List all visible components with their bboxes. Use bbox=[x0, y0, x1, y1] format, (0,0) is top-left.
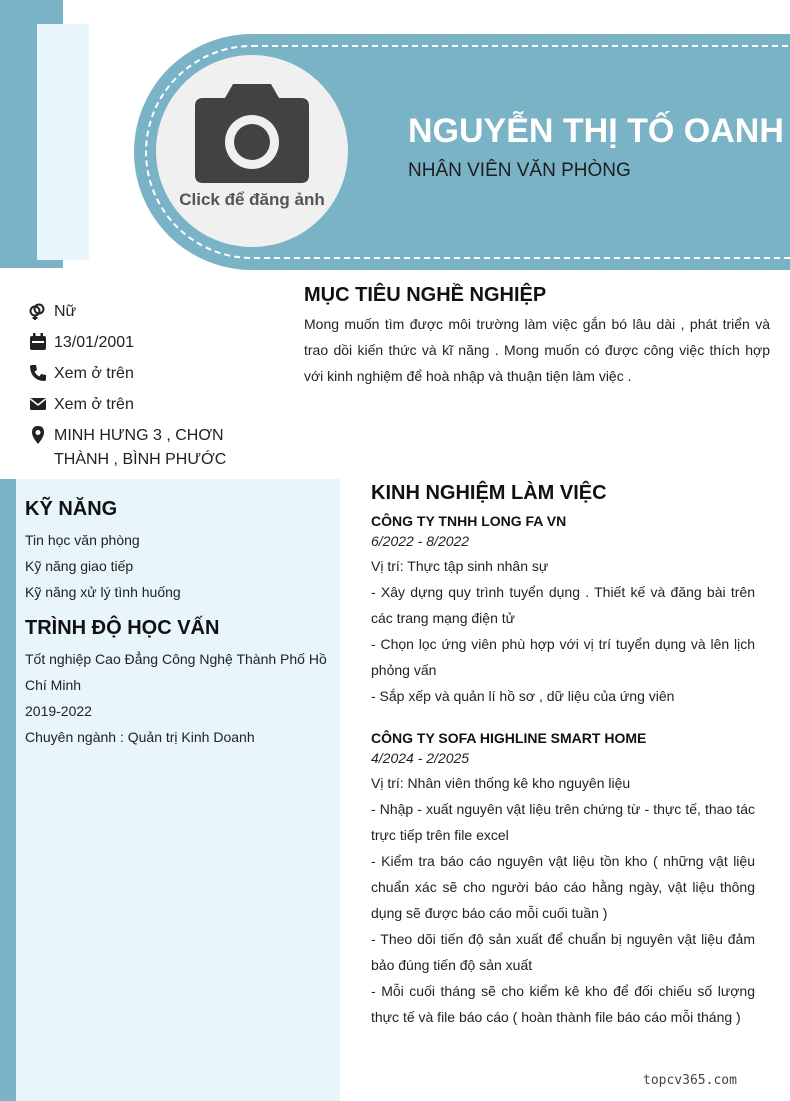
footer-site-watermark: topcv365.com bbox=[643, 1073, 737, 1088]
skill-item: Tin học văn phòng bbox=[25, 532, 140, 548]
education-school: Tốt nghiệp Cao Đẳng Công Nghệ Thành Phố Hồ Chí Minh bbox=[25, 651, 327, 693]
education-title: TRÌNH ĐỘ HỌC VẤN bbox=[25, 617, 220, 639]
contact-phone-text: Xem ở trên bbox=[54, 365, 134, 382]
skills-title: KỸ NĂNG bbox=[25, 498, 118, 520]
contact-birthdate-text: 13/01/2001 bbox=[54, 334, 135, 351]
education-major: Chuyên ngành : Quản trị Kinh Doanh bbox=[25, 729, 255, 745]
sidebar-accent-strip bbox=[0, 479, 16, 1101]
envelope-icon bbox=[28, 394, 48, 414]
objective-section bbox=[304, 284, 770, 389]
job-period: 6/2022 - 8/2022 bbox=[371, 533, 470, 549]
education-years: 2019-2022 bbox=[25, 703, 92, 719]
contact-address bbox=[28, 424, 278, 472]
job-position: Vị trí: Nhân viên thống kê kho nguyên liệu bbox=[371, 775, 631, 791]
phone-icon bbox=[28, 363, 48, 383]
contact-address-text bbox=[54, 424, 226, 472]
job-entry bbox=[371, 513, 755, 709]
header-accent-panel bbox=[37, 24, 89, 260]
contact-address-line2: THÀNH , BÌNH PHƯỚC bbox=[54, 451, 227, 468]
sidebar-content bbox=[25, 498, 330, 750]
map-pin-icon bbox=[28, 425, 48, 445]
contact-list bbox=[28, 300, 278, 479]
candidate-name: NGUYỄN THỊ TỐ OANH bbox=[408, 112, 784, 150]
camera-icon[interactable] bbox=[195, 84, 309, 183]
contact-birthdate bbox=[28, 331, 278, 355]
job-position: Vị trí: Thực tập sinh nhân sự bbox=[371, 558, 549, 574]
job-duty: - Mỗi cuối tháng sẽ cho kiểm kê kho để đối chiếu số lượng thực tế và file báo cáo ( hoàn thành file báo cáo mỗi tháng ) bbox=[371, 983, 755, 1025]
job-duty: - Theo dõi tiến độ sản xuất để chuẩn bị nguyên vật liệu đảm bảo đúng tiến độ sản xuất bbox=[371, 931, 755, 973]
job-entry bbox=[371, 730, 755, 1030]
job-duty: - Nhập - xuất nguyên vật liệu trên chứng từ - thực tế, thao tác trực tiếp trên file excel bbox=[371, 801, 755, 843]
contact-address-line1: MINH HƯNG 3 , CHƠN bbox=[54, 427, 224, 444]
avatar-upload-label[interactable]: Click để đăng ảnh bbox=[179, 190, 325, 209]
job-company: CÔNG TY TNHH LONG FA VN bbox=[371, 513, 567, 529]
contact-gender-text: Nữ bbox=[54, 303, 77, 320]
job-duty: - Kiểm tra báo cáo nguyên vật liệu tồn kho ( những vật liệu chuẩn xác sẽ cho người báo cáo hằng ngày, vật liệu thông dụng sẽ được báo cáo mỗi cuối tuần ) bbox=[371, 853, 755, 921]
experience-section bbox=[371, 482, 755, 1030]
job-duty: - Xây dựng quy trình tuyển dụng . Thiết kế và đăng bài trên các trang mạng điện tử bbox=[371, 584, 755, 626]
contact-gender bbox=[28, 300, 278, 324]
contact-email-text: Xem ở trên bbox=[54, 396, 134, 413]
contact-phone bbox=[28, 362, 278, 386]
job-duty: - Sắp xếp và quản lí hồ sơ , dữ liệu của ứng viên bbox=[371, 688, 675, 704]
job-duty: - Chọn lọc ứng viên phù hợp với vị trí tuyển dụng và lên lịch phỏng vấn bbox=[371, 636, 755, 678]
objective-title: MỤC TIÊU NGHỀ NGHIỆP bbox=[304, 284, 547, 306]
job-company: CÔNG TY SOFA HIGHLINE SMART HOME bbox=[371, 730, 647, 746]
experience-title: KINH NGHIỆM LÀM VIỆC bbox=[371, 482, 607, 504]
skill-item: Kỹ năng giao tiếp bbox=[25, 558, 134, 574]
skill-item: Kỹ năng xử lý tình huống bbox=[25, 584, 181, 600]
job-period: 4/2024 - 2/2025 bbox=[371, 750, 470, 766]
gender-icon bbox=[28, 301, 48, 321]
calendar-icon bbox=[28, 332, 48, 352]
candidate-job-title: NHÂN VIÊN VĂN PHÒNG bbox=[408, 160, 631, 181]
objective-text: Mong muốn tìm được môi trường làm việc gắn bó lâu dài , phát triển và trao dồi kiến thức và kĩ năng . Mong muốn có được công việc thích hợp với kinh nghiệm để hoà nhập và thuận tiện làm việc . bbox=[304, 316, 770, 384]
contact-email bbox=[28, 393, 278, 417]
